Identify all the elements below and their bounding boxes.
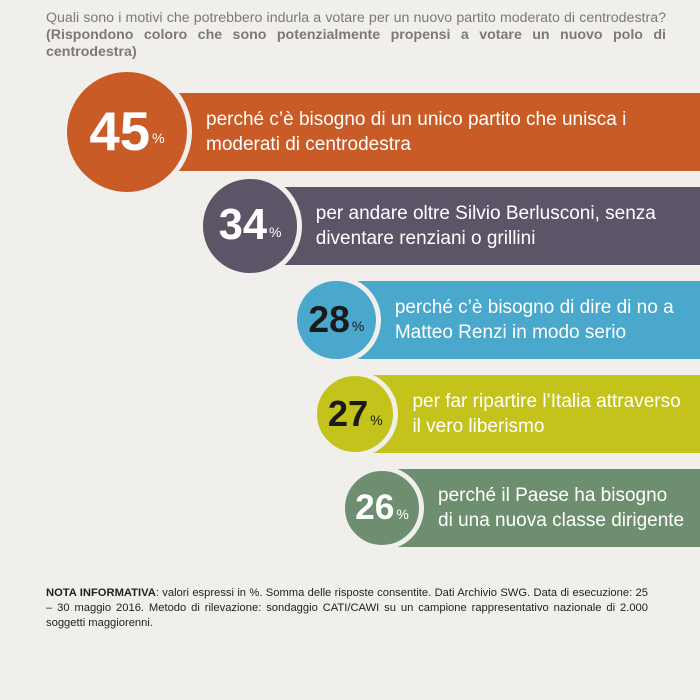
percent-sign: % — [351, 318, 365, 335]
question-main: Quali sono i motivi che potrebbero indurla a votare per un nuovo partito moderato di centrodestra? — [46, 10, 666, 26]
value-circle — [340, 466, 424, 550]
value-label: 28 — [308, 298, 350, 341]
value-label: 26 — [355, 488, 395, 528]
value-circle — [292, 276, 381, 365]
value-label: 27 — [327, 392, 369, 434]
bar-label: perché il Paese ha bisogno di una nuova classe dirigente — [438, 485, 685, 531]
bar-label: per andare oltre Silvio Berlusconi, senza diventare renziani o grillini — [315, 203, 656, 249]
note-label: NOTA INFORMATIVA — [46, 587, 156, 599]
bar-label: perché c’è bisogno di dire di no a Matteo Renzi in modo serio — [394, 297, 674, 343]
bar-label: perché c’è bisogno di un unico partito che unisca i moderati di centrodestra — [206, 109, 627, 155]
value-circle — [62, 67, 192, 197]
value-label: 45 — [89, 100, 151, 162]
percent-sign: % — [396, 506, 409, 523]
percent-sign: % — [370, 412, 383, 429]
percent-sign: % — [269, 224, 282, 241]
methodology-note — [46, 586, 648, 631]
question-subtext: (Rispondono coloro che sono potenzialmente propensi a votare un nuovo polo di centrodestra) — [46, 27, 666, 60]
value-circle — [198, 174, 301, 277]
value-label: 34 — [218, 201, 267, 250]
note-text: : valori espressi in %. Somma delle risposte consentite. Dati Archivio SWG. Data di esecuzione: 25 – 30 maggio 2016. Metodo di rilevazione: sondaggio CATI/CAWI su un campione rappresentativo nazionale di 2.000 soggetti maggiorenni. — [46, 587, 648, 629]
percent-sign: % — [152, 130, 165, 147]
bar-label: per far ripartire l’Italia attraverso il vero liberismo — [412, 391, 681, 437]
value-circle — [312, 371, 398, 457]
